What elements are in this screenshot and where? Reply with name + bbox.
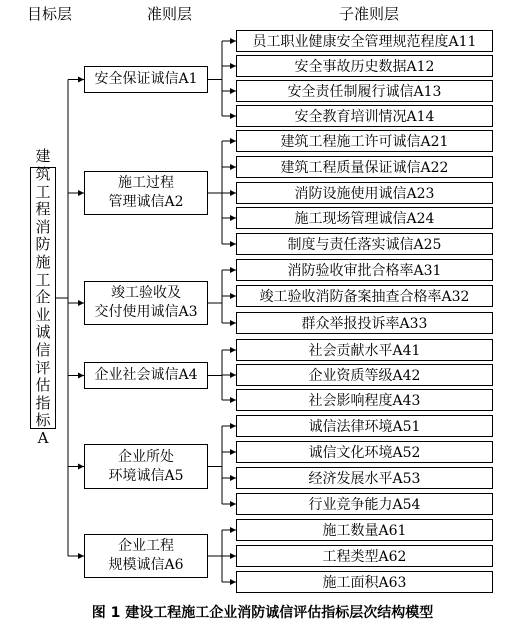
subcriterion-box: 工程类型A62 (236, 545, 493, 567)
goal-label: 建筑工程消防施工企业诚信评估指标A (35, 147, 51, 447)
subcriterion-box: 员工职业健康安全管理规范程度A11 (236, 30, 493, 52)
subcriterion-box: 诚信法律环境A51 (236, 415, 493, 437)
criterion-box-a1 (84, 66, 208, 93)
goal-box (30, 147, 56, 447)
subcriterion-box: 消防设施使用诚信A23 (236, 182, 493, 204)
criterion-layer-header: 准则层 (147, 5, 193, 23)
goal-layer-header: 目标层 (27, 5, 73, 23)
subcriterion-box: 群众举报投诉率A33 (236, 312, 493, 334)
subcriterion-layer-header: 子准则层 (339, 5, 400, 23)
criterion-label: 安全保证诚信A1 (94, 71, 198, 87)
subcriterion-box: 消防验收审批合格率A31 (236, 259, 493, 281)
criterion-box-a4 (84, 362, 208, 389)
criterion-box-a3 (84, 281, 208, 325)
criterion-box-a5 (84, 444, 208, 489)
subcriterion-box: 竣工验收消防备案抽查合格率A32 (236, 285, 493, 307)
criterion-box-a2 (84, 171, 208, 215)
subcriterion-box: 社会贡献水平A41 (236, 339, 493, 361)
criterion-label: 企业社会诚信A4 (94, 367, 198, 383)
subcriterion-box: 社会影响程度A43 (236, 389, 493, 411)
subcriterion-box: 制度与责任落实诚信A25 (236, 233, 493, 255)
subcriterion-box: 施工面积A63 (236, 571, 493, 593)
criterion-label: 企业所处 (118, 448, 174, 465)
criterion-label: 竣工验收及 (111, 285, 181, 301)
criterion-label: 交付使用诚信A3 (94, 304, 198, 320)
subcriterion-box: 行业竞争能力A54 (236, 493, 493, 515)
subcriterion-box: 建筑工程质量保证诚信A22 (236, 156, 493, 178)
criterion-label: 环境诚信A5 (108, 467, 184, 484)
criterion-label: 施工过程 (118, 175, 174, 191)
subcriterion-box: 诚信文化环境A52 (236, 441, 493, 463)
subcriterion-box: 安全事故历史数据A12 (236, 55, 493, 77)
subcriterion-box: 企业资质等级A42 (236, 364, 493, 386)
subcriterion-box: 施工现场管理诚信A24 (236, 207, 493, 229)
subcriterion-box: 建筑工程施工许可诚信A21 (236, 130, 493, 152)
criterion-label: 企业工程 (118, 538, 174, 554)
criterion-label: 管理诚信A2 (108, 194, 184, 210)
criterion-box-a6 (84, 534, 208, 578)
subcriterion-box: 安全责任制履行诚信A13 (236, 80, 493, 102)
figure-caption: 图 1 建设工程施工企业消防诚信评估指标层次结构模型 (91, 605, 434, 621)
criterion-label: 规模诚信A6 (108, 557, 184, 573)
subcriterion-box: 经济发展水平A53 (236, 467, 493, 489)
subcriterion-box: 安全教育培训情况A14 (236, 105, 493, 127)
subcriterion-box: 施工数量A61 (236, 519, 493, 541)
